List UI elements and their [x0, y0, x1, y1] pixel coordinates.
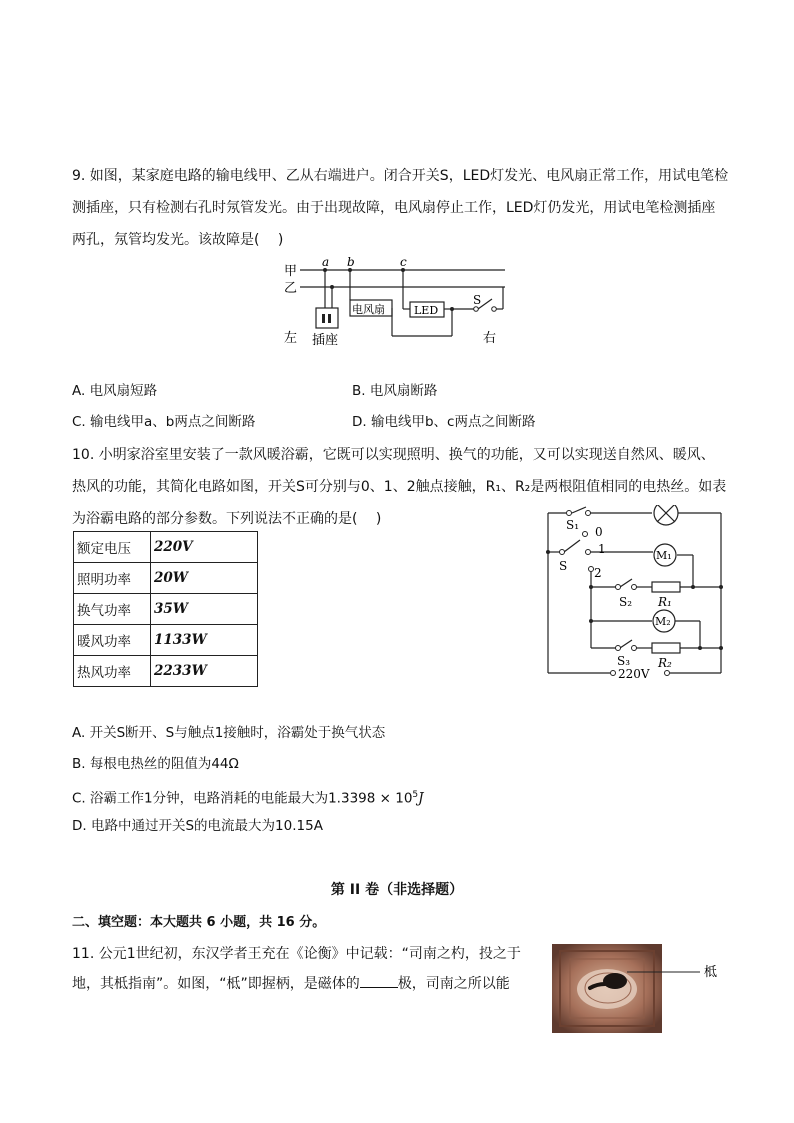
label-jia: 甲 — [284, 264, 298, 279]
q9-option-d: D. 输电线甲b、c两点之间断路 — [352, 414, 536, 430]
answer-blank[interactable] — [360, 973, 398, 988]
q10-line-3: 为浴霸电路的部分参数。下列说法不正确的是( ) — [72, 511, 382, 527]
table-key: 换气功率 — [74, 594, 151, 625]
sinan-compass-photo — [552, 944, 722, 1034]
switch-s2-blade — [620, 579, 632, 587]
q10-option-c — [72, 785, 424, 809]
resistor-r2 — [652, 643, 680, 653]
q11-line-2 — [72, 968, 542, 1000]
table-value: 220V — [151, 532, 258, 563]
label-m2: M₂ — [655, 615, 671, 628]
section-title: 第 II 卷（非选择题） — [330, 882, 464, 898]
q10-option-b: B. 每根电热丝的阻值为44Ω — [72, 756, 239, 772]
q9-line-3: 两孔，氖管均发光。该故障是( ) — [72, 232, 284, 248]
socket-box — [316, 308, 338, 328]
label-r1: R₁ — [658, 595, 672, 609]
label-contact-0: 0 — [595, 525, 603, 539]
label-s2: S₂ — [619, 595, 633, 609]
q9-option-a: A. 电风扇短路 — [72, 383, 158, 399]
q10-parameter-table — [73, 531, 258, 687]
q10-option-d: D. 电路中通过开关S的电流最大为10.15A — [72, 818, 323, 834]
q11-line-2-text: 地，其柢指南”。如图，“柢”即握柄，是磁体的 — [72, 976, 360, 992]
label-led: LED — [414, 304, 439, 317]
resistor-r1 — [652, 582, 680, 592]
label-source: 220V — [618, 667, 650, 681]
table-row — [74, 625, 258, 656]
section-subtitle: 二、填空题：本大题共 6 小题，共 16 分。 — [72, 915, 326, 930]
q10-option-c-text: C. 浴霸工作1分钟，电路消耗的电能最大为1.3398 × 10 — [72, 790, 413, 807]
label-socket: 插座 — [312, 333, 339, 348]
label-right: 右 — [483, 331, 497, 346]
callout-label: 柢 — [704, 965, 718, 980]
label-m1: M₁ — [656, 549, 672, 562]
table-key: 额定电压 — [74, 532, 151, 563]
label-a: a — [322, 255, 330, 269]
table-row — [74, 656, 258, 687]
spoon-bowl — [603, 973, 627, 989]
table-row — [74, 594, 258, 625]
q10-option-c-unit: J — [418, 790, 424, 807]
label-fan: 电风扇 — [352, 303, 385, 316]
label-left: 左 — [284, 331, 298, 346]
q10-option-a: A. 开关S断开、S与触点1接触时，浴霸处于换气状态 — [72, 725, 386, 741]
table-row — [74, 563, 258, 594]
label-contact-1: 1 — [598, 542, 606, 556]
table-key: 照明功率 — [74, 563, 151, 594]
table-row — [74, 532, 258, 563]
table-value: 20W — [151, 563, 258, 594]
q9-line-1: 9. 如图，某家庭电路的输电线甲、乙从右端进户。闭合开关S，LED灯发光、电风扇正常工作，用试电笔检 — [72, 168, 729, 184]
table-value: 1133W — [151, 625, 258, 656]
label-r2: R₂ — [658, 656, 672, 670]
q10-line-2: 热风的功能，其简化电路如图，开关S可分别与0、1、2触点接触，R₁、R₂是两根阻值相同的电热丝。如表 — [72, 479, 727, 495]
label-s3: S₃ — [617, 654, 631, 668]
label-switch-s: S — [473, 293, 482, 307]
q9-line-2: 测插座，只有检测右孔时氖管发光。由于出现故障，电风扇停止工作，LED灯仍发光，用试电笔检测插座 — [72, 200, 716, 216]
q11-line-1: 11. 公元1世纪初，东汉学者王充在《论衡》中记载：“司南之杓，投之于 — [72, 946, 521, 962]
q10-line-1: 10. 小明家浴室里安装了一款风暖浴霸，它既可以实现照明、换气的功能，又可以实现送自然风、暖风、 — [72, 447, 715, 463]
switch-s-blade — [564, 540, 580, 552]
label-b: b — [347, 255, 355, 269]
table-key: 热风功率 — [74, 656, 151, 687]
table-key: 暖风功率 — [74, 625, 151, 656]
q10-circuit-figure — [538, 505, 734, 685]
table-value: 2233W — [151, 656, 258, 687]
q10-option-c-exponent: 5 — [412, 790, 419, 800]
table-value: 35W — [151, 594, 258, 625]
q9-option-b: B. 电风扇断路 — [352, 383, 438, 399]
q9-option-c: C. 输电线甲a、b两点之间断路 — [72, 414, 256, 430]
q11-line-2-rest: 极，司南之所以能 — [397, 976, 510, 992]
switch-s3-blade — [620, 640, 632, 648]
label-s: S — [559, 559, 568, 573]
label-s1: S₁ — [566, 518, 580, 532]
label-c: c — [400, 255, 407, 269]
label-contact-2: 2 — [594, 566, 602, 580]
switch-s1-blade — [572, 507, 586, 513]
q9-circuit-figure — [270, 252, 520, 352]
label-yi: 乙 — [284, 281, 298, 296]
